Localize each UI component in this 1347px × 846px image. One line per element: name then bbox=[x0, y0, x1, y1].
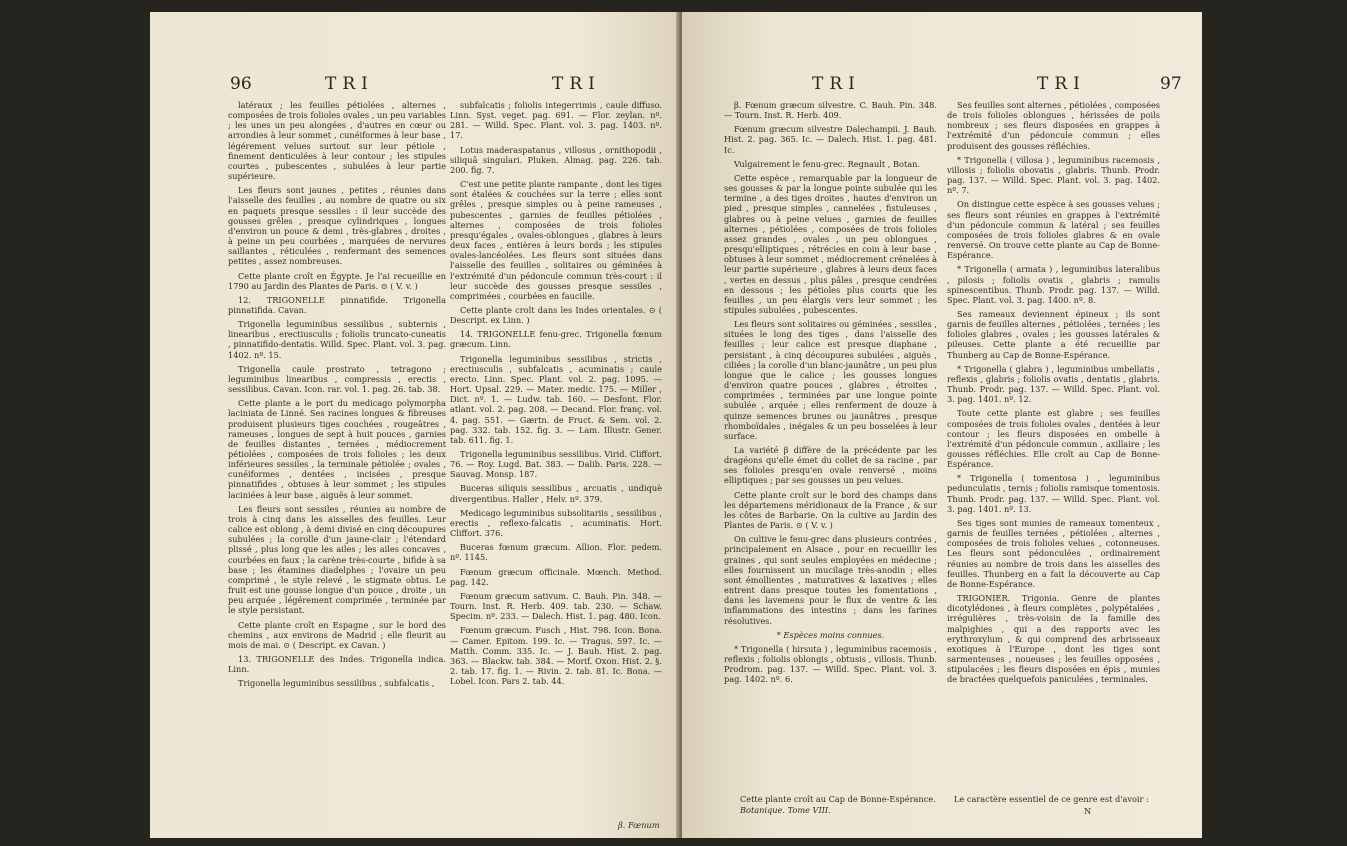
paragraph: Ses feuilles sont alternes , pétiolées , composées de trois folioles oblongues , hérissées de poils nombreux ; ses fleurs disposées en grappes à l'extrémité d'un pédoncule commun ; elles produisent des gousses réfléchies. bbox=[947, 100, 1160, 151]
paragraph: On distingue cette espèce à ses gousses velues ; ses fleurs sont réunies en grappes à l'extrémité d'un pédoncule commun & latéral ; ses feuilles composées de trois folioles glabres & en ovale renversé. On trouve cette plante au Cap de Bonne-Espérance. bbox=[947, 199, 1160, 261]
paragraph: Medicago leguminibus subsolitariis , sessilibus , erectis , reflexo-falcatis , acuminatis. Hort. Cliffort. 376. bbox=[450, 507, 662, 539]
paragraph: La variété β diffère de la précédente par les dragéons qu'elle émet du collet de sa racine , par ses folioles presqu'en ovale renversé , moins elliptiques ; par ses gousses un peu velues. bbox=[724, 445, 937, 486]
paragraph: Trigonella leguminibus sessilibus , subfalcatis , bbox=[238, 678, 435, 689]
paragraph: Cette plante croît sur le bord des champs dans les départemens méridionaux de la France , & sur les côtes de Barbarie. On la cultive au Jardin des Plantes de Paris. ⊙ ( V. v. ) bbox=[724, 489, 937, 531]
running-head-right-1: TRI bbox=[812, 74, 861, 94]
running-head-left-2: TRI bbox=[552, 74, 601, 94]
paragraph: Fœnum græcum. Fusch , Hist. 798. Icon. Bona. — Camer. Epitom. 199. Ic. — Tragus. 597. Ic. — Matth. Comm. 335. Ic. — J. Bauh. Hist. 2. pag. 363. — Blackw. tab. 384. — Morif. Oxon. Hist. 2. §. 2. tab. 17. fig. 1. — Rivin. 2. tab. 81. Ic. Bona. — Lobel. Icon. Pars 2. tab. 44. bbox=[450, 625, 662, 687]
paragraph: latéraux ; les feuilles pétiolées , alternes , composées de trois folioles ovales , un peu variables ; les unes un peu alongées , d'autres en cœur ou arrondies à leur sommet , cunéiformes à leur base , légérement velues surtout sur leur pétiole , finement denticulées à leur contour ; les stipules courtes , pubescentes , subulées à leur partie supérieure. bbox=[228, 100, 446, 182]
paragraph: On cultive le fenu-grec dans plusieurs contrées , principalement en Alsace , pour en recueillir les graines , qui sont seules employées en médecine ; elles fournissent un mucilage très-anodin ; elles sont émollientes , maturatives & laxatives ; elles entrent dans presque toutes les fomentations , dans les lavemens pour le flux de ventre & les inflammations des intestins ; dans les farines résolutives. bbox=[724, 534, 937, 626]
paragraph: * Trigonella ( hirsuta ) , leguminibus racemosis , reflexis ; foliolis oblongis , obtusis , villosis. Thunb. Prodrom. pag. 137. — Willd. Spec. Plant. vol. 3. pag. 1402. nº. 6. bbox=[724, 643, 937, 685]
paragraph: 12. TRIGONELLE pinnatifide. Trigonella pinnatifida. Cavan. bbox=[228, 294, 446, 315]
paragraph: Les fleurs sont sessiles , réunies au nombre de trois à cinq dans les aisselles des feuilles. Leur calice est oblong , à demi divisé en cinq découpures subulées ; la corolle d'un jaune-clair ; l'étendard plissé , plus long que les ailes ; les ailes concaves , courbées en faux ; la carène très-courte , bifide à sa base ; les étamines diadelphes ; l'ovaire un peu comprimé , le style relevé , le stigmate obtus. Le fruit est une gousse longue d'un pouce , droite , un peu arquée , légérement comprimée , terminée par le style persistant. bbox=[228, 503, 446, 616]
paragraph: 14. TRIGONELLE fenu-grec. Trigonella fœnum græcum. Linn. bbox=[450, 329, 662, 350]
left-column-1 bbox=[228, 100, 446, 692]
paragraph: C'est une petite plante rampante , dont les tiges sont étalées & couchées sur la terre ; elles sont grêles , presque simples ou à peine rameuses , pubescentes , garnies de feuilles pétiolées , alternes , composées de trois folioles presqu'égales , ovales-oblongues , glabres à leurs deux faces , entières à leurs bords ; les stipules ovales-lancéolées. Les fleurs sont situées dans l'aisselle des feuilles , solitaires ou géminées à l'extrémité d'un pédoncule commun très-court : il leur succède des gousses presque sessiles , comprimées , courbées en faucille. bbox=[450, 179, 662, 301]
footer-last-line: Le caractère essentiel de ce genre est d'avoir : bbox=[954, 794, 1149, 804]
signature-mark: N bbox=[1084, 806, 1092, 816]
paragraph: * Espèces moins connues. bbox=[776, 629, 885, 640]
paragraph: Fœnum græcum silvestre Dalechampii. J. Bauh. Hist. 2. pag. 365. Ic. — Dalech. Hist. 1. pag. 481. Ic. bbox=[724, 124, 937, 155]
paragraph: Cette plante a le port du medicago polymorpha laciniata de Linné. Ses racines longues & fibreuses produisent plusieurs tiges couchées , rougeâtres , rameuses , longues de sept à huit pouces , garnies de feuilles distantes , ternées , médiocrement pétiolées , composées de trois folioles ; les deux inférieures sessiles , la terminale pétiolée ; ovales , cunéiformes , dentées , incisées , presque pinnatifides , obtuses à leur sommet ; les stipules laciniées à leur base , aiguës à leur sommet. bbox=[228, 398, 446, 500]
footer-volume: Botanique. Tome VIII. bbox=[740, 805, 831, 815]
paragraph: Trigonella leguminibus sessilibus , subternis , linearibus , erectiusculis ; foliolis truncato-cuneatis , pinnatifido-dentatis. Willd. Spec. Plant. vol. 3. pag. 1402. nº. 15. bbox=[228, 319, 446, 360]
right-column-1 bbox=[724, 100, 937, 688]
paragraph: Fœnum græcum officinale. Mœnch. Method. pag. 142. bbox=[450, 566, 662, 587]
paragraph: Ses rameaux deviennent épineux ; ils sont garnis de feuilles alternes , pétiolées , ternées ; les folioles glabres , ovales ; les gousses latérales & pileuses. Cette plante a été recueillie par Thunberg au Cap de Bonne-Espérance. bbox=[947, 308, 1160, 360]
running-head-left-1: TRI bbox=[325, 74, 374, 94]
paragraph: Cette plante croît en Espagne , sur le bord des chemins , aux environs de Madrid ; elle fleurit au mois de mai. ⊙ ( Descript. ex Cavan. ) bbox=[228, 619, 446, 650]
right-page bbox=[682, 12, 1202, 838]
paragraph: Trigonella leguminibus sessilibus. Virid. Cliffort. 76. — Roy. Lugd. Bat. 383. — Dalib. Paris. 228. — Sauvag. Monsp. 187. bbox=[450, 449, 662, 480]
paragraph: Ses tiges sont munies de rameaux tomenteux , garnis de feuilles ternées , pétiolées , alternes , composées de trois folioles velues , cotonneuses. Les fleurs sont pédonculées , ordinairement réunies au nombre de trois dans les aisselles des feuilles. Thunberg en a fait la découverte au Cap de Bonne-Espérance. bbox=[947, 517, 1160, 589]
running-head-right-2: TRI bbox=[1037, 74, 1086, 94]
paragraph: Les fleurs sont jaunes , petites , réunies dans l'aisselle des feuilles , au nombre de quatre ou six en paquets presque sessiles : il leur succède des gousses grêles , presque cylindriques , longues d'environ un pouce & demi , très-glabres , droites , à peine un peu courbées , marquées de nervures saillantes , réticulées , renfermant des semences petites , assez nombreuses. bbox=[228, 185, 446, 267]
left-page bbox=[150, 12, 680, 838]
paragraph: Vulgairement le fenu-grec. Regnault , Botan. bbox=[734, 158, 920, 169]
paragraph: * Trigonella ( armata ) , leguminibus lateralibus , pilosis ; foliolis ovatis , glabris ; ramulis spinescentibus. Thunb. Prodr. pag. 137. — Willd. Spec. Plant. vol. 3. pag. 1400. nº. 8. bbox=[947, 264, 1160, 305]
paragraph: subfalcatis ; foliolis integerrimis , caule diffuso. Linn. Syst. veget. pag. 691. — Flor. zeylan. nº. 281. — Willd. Spec. Plant. vol. 3. pag. 1403. nº. 17. bbox=[450, 100, 662, 141]
paragraph: * Trigonella ( villosa ) , leguminibus racemosis , villosis ; foliolis obovatis , glabris. Thunb. Prodr. pag. 137. — Willd. Spec. Plant. vol. 3. pag. 1402. nº. 7. bbox=[947, 154, 1160, 196]
paragraph: Fœnum græcum sativum. C. Bauh. Pin. 348. — Tourn. Inst. R. Herb. 409. tab. 230. — Schaw. Specim. nº. 233. — Dalech. Hist. 1. pag. 480. Icon. bbox=[450, 590, 662, 622]
paragraph: TRIGONIER. Trigonia. Genre de plantes dicotylédones , à fleurs complètes , polypétalées , irrégulières , très-voisin de la famille des malpighies , qui a des rapports avec les erythroxylum , & qui comprend des arbrisseaux exotiques à l'Europe , dont les tiges sont sarmenteuses , noueuses ; les feuilles opposées , stipulacées ; les fleurs disposées en épis , munies de bractées quelquefois paniculées , terminales. bbox=[947, 593, 1160, 685]
paragraph: Trigonella leguminibus sessilibus , strictis , erectiusculis , subfalcatis , acuminatis ; caule erecto. Linn. Spec. Plant. vol. 2. pag. 1095. — Hort. Upsal. 229. — Mater. medic. 175. — Miller , Dict. nº. 1. — Ludw. tab. 160. — Desfont. Flor. atlant. vol. 2. pag. 208. — Decand. Flor. franç. vol. 4. pag. 551. — Gærtn. de Fruct. & Sem. vol. 2. pag. 332. tab. 152. fig. 3. — Lam. Illustr. Gener. tab. 611. fig. 1. bbox=[450, 353, 662, 445]
paragraph: Buceras siliquis sessilibus , arcuatis , undiquè divergentibus. Haller , Helv. nº. 379. bbox=[450, 483, 662, 504]
paragraph: Cette plante croît dans les Indes orientales. ⊙ ( Descript. ex Linn. ) bbox=[450, 304, 662, 326]
paragraph: 13. TRIGONELLE des Indes. Trigonella indica. Linn. bbox=[228, 653, 446, 675]
page-number-left: 96 bbox=[230, 74, 252, 94]
left-column-2 bbox=[450, 100, 662, 690]
paragraph: Les fleurs sont solitaires ou géminées , sessiles , situées le long des tiges , dans l'aisselle des feuilles ; leur calice est presque diaphane , persistant , à cinq découpures subulées , aiguës , ciliées ; la corolle d'un blanc-jaunâtre , un peu plus longue que le calice ; les gousses longues d'environ quatre pouces , glabres , étroites , comprimées , terminées par une longue pointe subulée , arquée ; elles renferment de douze à quinze semences brunes ou jaunâtres , presque rhomboïdales , inégales & un peu bosselées à leur surface. bbox=[724, 319, 937, 441]
paragraph: Toute cette plante est glabre ; ses feuilles composées de trois folioles ovales , dentées à leur contour ; les fleurs disposées en ombelle à l'extrémité d'un pédoncule commun , axillaire ; les gousses réfléchies. Elle croît au Cap de Bonne-Espérance. bbox=[947, 408, 1160, 470]
paragraph: β. Fœnum græcum silvestre. C. Bauh. Pin. 348. — Tourn. Inst. R. Herb. 409. bbox=[724, 100, 937, 121]
paragraph: Cette plante croît en Égypte. Je l'ai recueillie en 1790 au Jardin des Plantes de Paris. ⊙ ( V. v. ) bbox=[228, 270, 446, 291]
paragraph: Cette espèce , remarquable par la longueur de ses gousses & par la longue pointe subulée qui les termine , a des tiges droites , hautes d'environ un pied , presque simples , cannelées , fistuleuses , glabres ou à peine velues , garnies de feuilles alternes , pétiolées , composées de trois folioles assez grandes , ovales , un peu oblongues , presqu'elliptiques , rétrécies en coin à leur base , obtuses à leur sommet , médiocrement crénelées à leur partie supérieure , glabres à leurs deux faces , vertes en dessus , plus pâles , presque cendrées en dessous ; les pétioles plus courts que les feuilles , un peu élargis vers leur sommet ; les stipules subulées , pubescentes. bbox=[724, 172, 937, 315]
right-column-2 bbox=[947, 100, 1160, 688]
paragraph: * Trigonella ( glabra ) , leguminibus umbellatis , reflexis , glabris ; foliolis ovatis , dentatis , glabris. Thunb. Prodr. pag. 137. — Willd. Spec. Plant. vol. 3. pag. 1401. nº. 12. bbox=[947, 363, 1160, 405]
footer-habitat: Cette plante croît au Cap de Bonne-Espérance. bbox=[740, 794, 936, 804]
paragraph: Trigonella caule prostrato , tetragono ; leguminibus linearibus , compressis , erectis , sessilibus. Cavan. Icon. rar. vol. 1. pag. 26. tab. 38. bbox=[228, 363, 446, 395]
paragraph: * Trigonella ( tomentosa ) , leguminibus pedunculatis , ternis ; foliolis ramisque tomentosis. Thunb. Prodr. pag. 137. — Willd. Spec. Plant. vol. 3. pag. 1401. nº. 13. bbox=[947, 473, 1160, 514]
paragraph: Lotus maderaspatanus , villosus , ornithopodii , siliquâ singulari. Pluken. Almag. pag. 226. tab. 200. fig. 7. bbox=[450, 144, 662, 175]
catchword: β. Fœnum bbox=[618, 820, 660, 830]
page-number-right: 97 bbox=[1160, 74, 1182, 94]
paragraph: Buceras fœnum græcum. Allion. Flor. pedem. nº. 1145. bbox=[450, 542, 662, 563]
